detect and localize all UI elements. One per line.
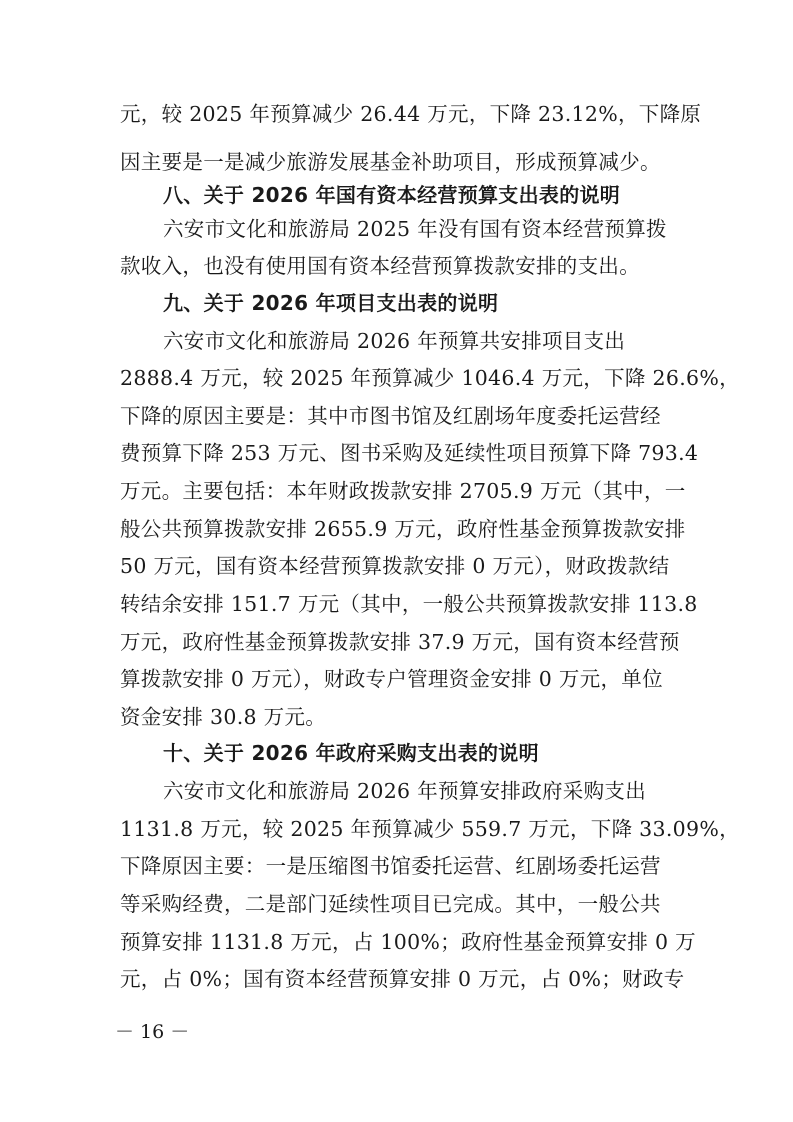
body-text-line: 款收入，也没有使用国有资本经营预算拨款安排的支出。 <box>120 254 640 278</box>
body-text-line: 万元，政府性基金预算拨款安排 37.9 万元，国有资本经营预 <box>120 630 680 654</box>
body-text-line: 算拨款安排 0 万元），财政专户管理资金安排 0 万元，单位 <box>120 667 663 691</box>
body-text-line: 等采购经费，二是部门延续性项目已完成。其中，一般公共 <box>120 892 661 916</box>
body-text-line: 费预算下降 253 万元、图书采购及延续性项目预算下降 793.4 <box>120 441 699 465</box>
section-heading-10: 十、关于 2026 年政府采购支出表的说明 <box>163 741 539 765</box>
body-text-line: 下降原因主要：一是压缩图书馆委托运营、红剧场委托运营 <box>120 854 661 878</box>
body-text-line: 50 万元，国有资本经营预算拨款安排 0 万元），财政拨款结 <box>120 554 670 578</box>
page-number: － 16 － <box>115 1021 190 1043</box>
body-text-line: 资金安排 30.8 万元。 <box>120 705 327 729</box>
body-text-line: 万元。主要包括：本年财政拨款安排 2705.9 万元（其中，一 <box>120 479 686 503</box>
body-text-line: 2888.4 万元，较 2025 年预算减少 1046.4 万元，下降 26.6%， <box>120 366 740 390</box>
section-heading-8: 八、关于 2026 年国有资本经营预算支出表的说明 <box>163 183 621 207</box>
body-text-line: 六安市文化和旅游局 2026 年预算安排政府采购支出 <box>163 779 647 803</box>
body-text-line: 六安市文化和旅游局 2025 年没有国有资本经营预算拨 <box>163 217 667 241</box>
body-text-line: 1131.8 万元，较 2025 年预算减少 559.7 万元，下降 33.09%， <box>120 817 740 841</box>
body-text-line: 般公共预算拨款安排 2655.9 万元，政府性基金预算拨款安排 <box>120 517 686 541</box>
body-text-line: 转结余安排 151.7 万元（其中，一般公共预算拨款安排 113.8 <box>120 592 698 616</box>
body-text-line: 预算安排 1131.8 万元，占 100%；政府性基金预算安排 0 万 <box>120 930 696 954</box>
body-text-line: 元，占 0%；国有资本经营预算安排 0 万元，占 0%；财政专 <box>120 967 685 991</box>
body-text-line: 下降的原因主要是：其中市图书馆及红剧场年度委托运营经 <box>120 404 661 428</box>
body-text-line: 因主要是一是减少旅游发展基金补助项目，形成预算减少。 <box>120 150 661 174</box>
section-heading-9: 九、关于 2026 年项目支出表的说明 <box>163 291 499 315</box>
body-text-line: 六安市文化和旅游局 2026 年预算共安排项目支出 <box>163 329 626 353</box>
body-text-line: 元，较 2025 年预算减少 26.44 万元，下降 23.12%，下降原 <box>120 102 702 126</box>
